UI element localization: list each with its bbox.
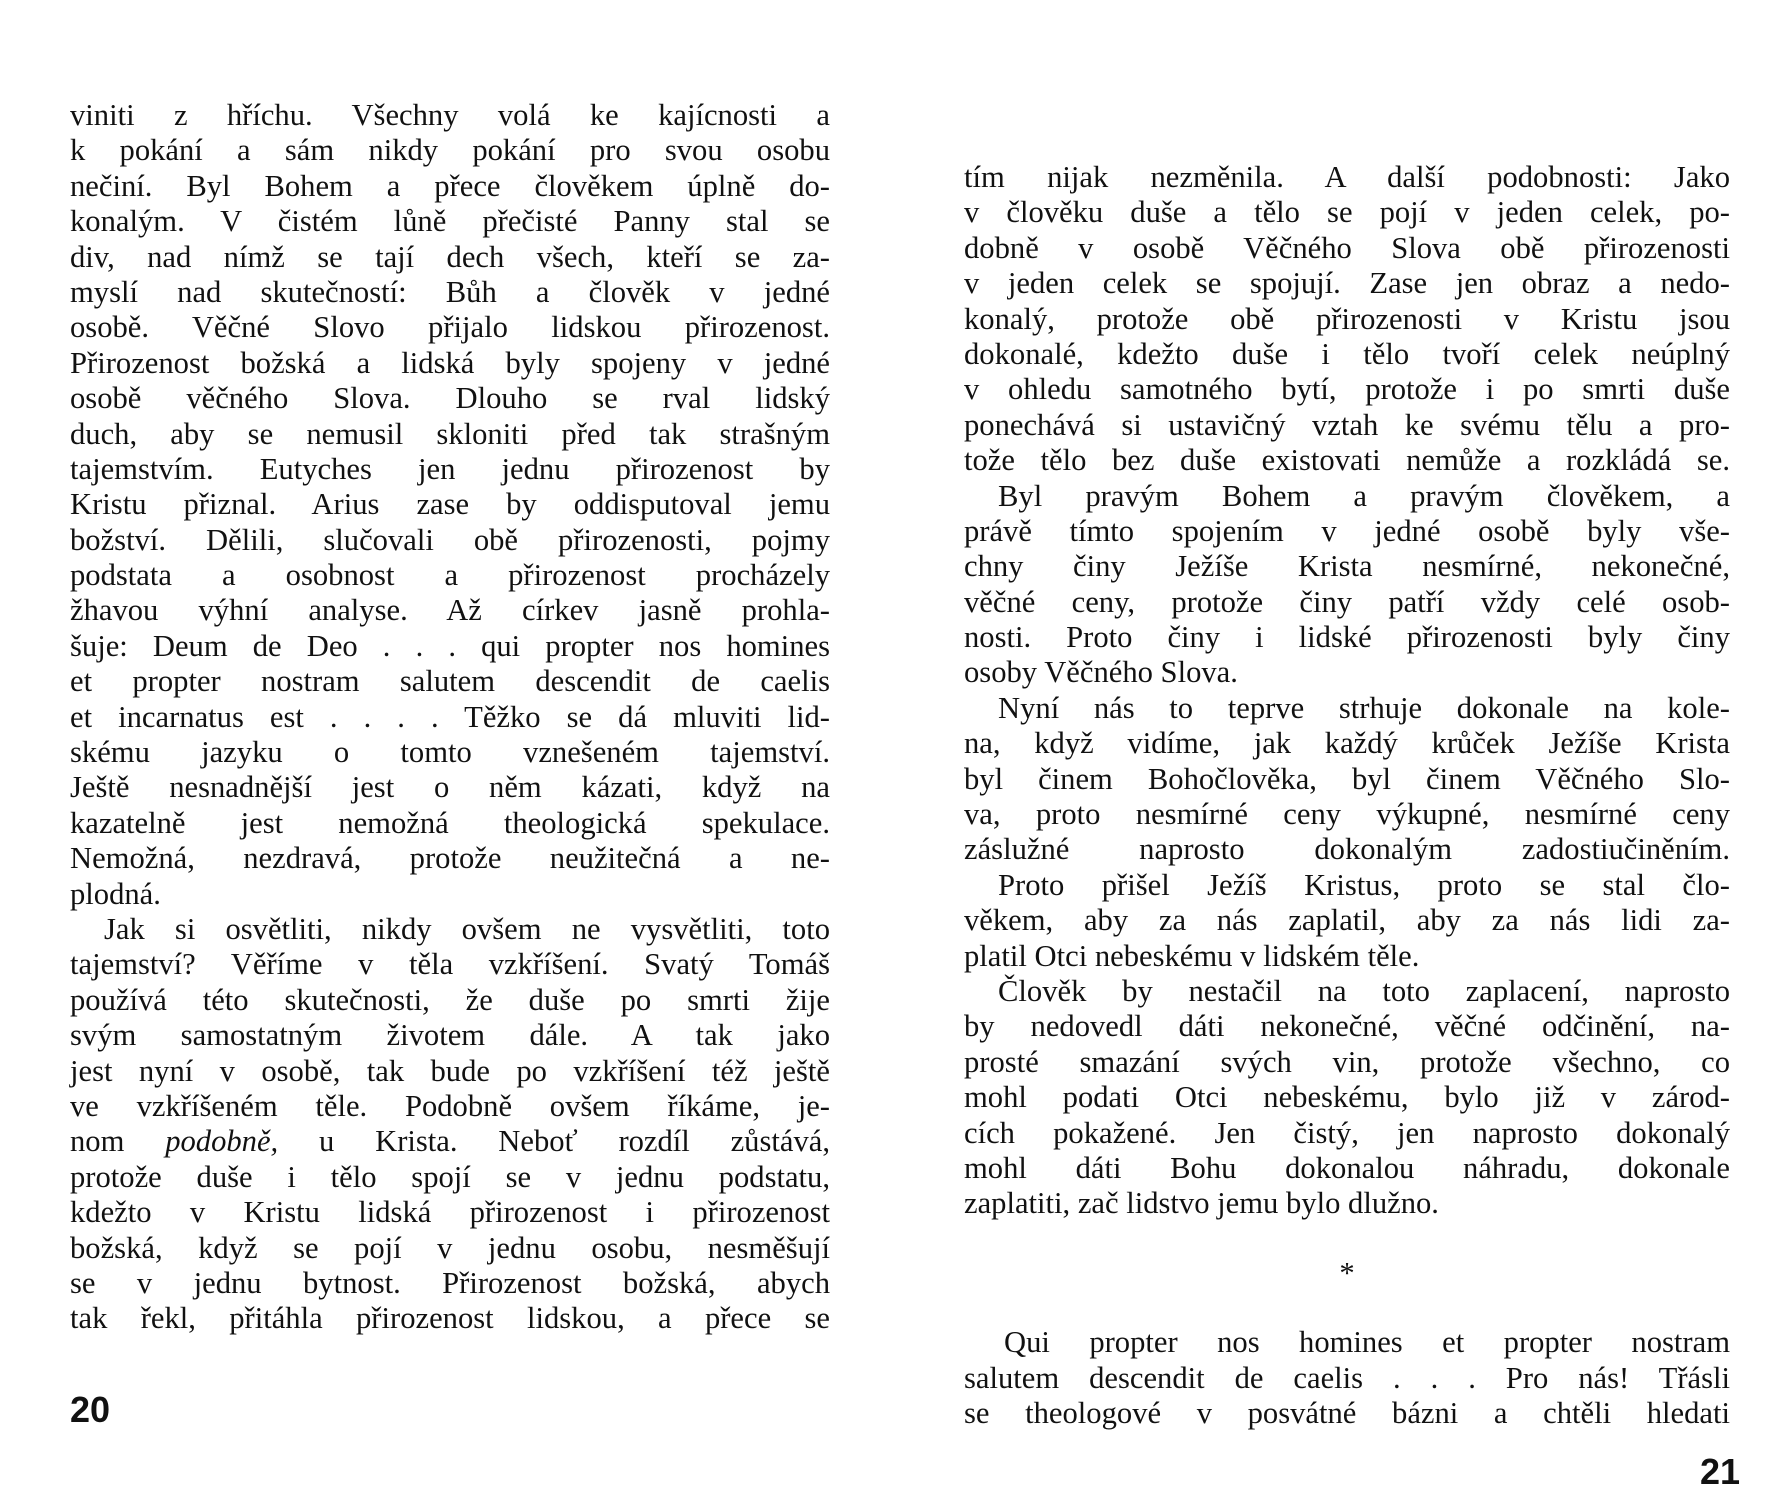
text-line: byl činem Bohočlověka, byl činem Věčného Slo- [964,761,1730,796]
text-line: mohl podati Otci nebeskému, bylo již v zárod- [964,1080,1730,1115]
text-line: myslí nad skutečností: Bůh a člověk v jedné [70,274,830,309]
text-line: osoby Věčného Slova. [964,655,1238,690]
left-page-text [70,98,830,1337]
text-line: Byl pravým Bohem a pravým člověkem, a [998,478,1730,513]
text-line: Člověk by nestačil na toto zaplacení, naprosto [998,973,1730,1008]
text-line: Proto přišel Ježíš Kristus, proto se stal člo- [998,867,1730,902]
text-line: by nedovedl dáti nekonečné, věčné odčinění, na- [964,1009,1730,1044]
text-line: se v jednu bytnost. Přirozenost božská, abych [70,1265,830,1300]
text-line: skému jazyku o tomto vznešeném tajemství. [70,735,830,770]
text-line: osobě. Věčné Slovo přijalo lidskou přirozenost. [70,310,830,345]
text-line-with-italic [70,1124,830,1159]
text-line: tajemství? Věříme v těla vzkříšení. Svatý Tomáš [70,947,830,982]
text-line: protože duše i tělo spojí se v jednu podstatu, [70,1159,830,1194]
text-line: Nemožná, nezdravá, protože neužitečná a ne- [70,841,830,876]
text-line: cích pokažené. Jen čistý, jen naprosto dokonalý [964,1115,1730,1150]
text-segment: u Krista. Neboť rozdíl zůstává, [278,1124,830,1159]
text-line: platil Otci nebeskému v lidském těle. [964,938,1420,973]
text-line: prosté smazání svých vin, protože všechno, co [964,1044,1730,1079]
text-line: zaplatiti, zač lidstvo jemu bylo dlužno. [964,1186,1439,1221]
section-separator: * [1339,1255,1355,1290]
text-line: božská, když se pojí v jednu osobu, nesměšují [70,1230,830,1265]
italic-word: podobně, [165,1124,279,1159]
text-line: právě tímto spojením v jedné osobě byly vše- [964,513,1730,548]
text-line: v ohledu samotného bytí, protože i po smrti duše [964,372,1730,407]
text-line: záslužné naprosto dokonalým zadostiučiněním. [964,832,1730,867]
text-line: chny činy Ježíše Krista nesmírné, nekonečné, [964,549,1730,584]
text-line: nosti. Proto činy i lidské přirozenosti byly činy [964,620,1730,655]
text-line: et incarnatus est . . . . Těžko se dá mluviti lid- [70,699,830,734]
text-line: Qui propter nos homines et propter nostram [1004,1325,1730,1360]
text-line: k pokání a sám nikdy pokání pro svou osobu [70,133,830,168]
text-line: tože tělo bez duše existovati nemůže a rozkládá se. [964,443,1730,478]
text-line: ponechává si ustavičný vztah ke svému tělu a pro- [964,407,1730,442]
text-line: tím nijak nezměnila. A další podobnosti: Jako [964,160,1730,194]
text-line: osobě věčného Slova. Dlouho se rval lidský [70,381,830,416]
text-line: salutem descendit de caelis . . . Pro nás! Třásli [964,1360,1730,1395]
text-line: Ještě nesnadnější jest o něm kázati, když na [70,770,830,805]
text-line: konalý, protože obě přirozenosti v Kristu jsou [964,301,1730,336]
text-line: nečiní. Byl Bohem a přece člověkem úplně do- [70,168,830,203]
text-line: používá této skutečnosti, že duše po smrti žije [70,982,830,1017]
text-line: Kristu přiznal. Arius zase by oddisputoval jemu [70,487,830,522]
text-line: kazatelně jest nemožná theologická spekulace. [70,805,830,840]
text-line: v jeden celek se spojují. Zase jen obraz a nedo- [964,266,1730,301]
text-line: dokonalé, kdežto duše i tělo tvoří celek neúplný [964,336,1730,371]
text-line: ve vzkříšeném těle. Podobně ovšem říkáme, je- [70,1088,830,1123]
page-number: 21 [1700,1451,1741,1492]
text-line: div, nad nímž se tají dech všech, kteří se za- [70,239,830,274]
text-line: podstata a osobnost a přirozenost procházely [70,558,830,593]
text-line: va, proto nesmírné ceny výkupné, nesmírné ceny [964,797,1730,832]
text-line: mohl dáti Bohu dokonalou náhradu, dokonale [964,1150,1730,1185]
right-page [894,0,1788,1500]
text-line: v člověku duše a tělo se pojí v jeden celek, po- [964,195,1730,230]
text-line: konalým. V čistém lůně přečisté Panny stal se [70,204,830,239]
text-line: věčné ceny, protože činy patří vždy celé osob- [964,584,1730,619]
text-line: Jak si osvětliti, nikdy ovšem ne vysvětliti, toto [104,911,830,946]
text-line: viniti z hříchu. Všechny volá ke kajícnosti a [70,98,830,132]
text-line: šuje: Deum de Deo . . . qui propter nos homines [70,628,830,663]
text-line: jest nyní v osobě, tak bude po vzkříšení též ještě [70,1053,830,1088]
text-line: dobně v osobě Věčného Slova obě přirozenosti [964,230,1730,265]
text-line: plodná. [70,876,161,911]
text-line: svým samostatným životem dále. A tak jako [70,1018,830,1053]
text-line: božství. Dělili, slučovali obě přirozenosti, pojmy [70,522,830,557]
text-line: et propter nostram salutem descendit de caelis [70,664,830,699]
spacer [964,1222,1730,1256]
page-number: 20 [70,1389,111,1430]
text-line: tak řekl, přitáhla přirozenost lidskou, a přece se [70,1301,830,1336]
text-line: věkem, aby za nás zaplatil, aby za nás lidi za- [964,903,1730,938]
text-line: Přirozenost božská a lidská byly spojeny v jedné [70,345,830,380]
text-line: duch, aby se nemusil skloniti před tak strašným [70,416,830,451]
text-line: Nyní nás to teprve strhuje dokonale na kole- [998,690,1730,725]
right-page-text [964,160,1730,1431]
spacer [964,1291,1730,1325]
text-line: na, když vidíme, jak každý krůček Ježíše Krista [964,726,1730,761]
text-segment: nom [70,1124,166,1159]
text-line: se theologové v posvátné bázni a chtěli hledati [964,1395,1730,1430]
text-line: kdežto v Kristu lidská přirozenost i přirozenost [70,1195,830,1230]
text-line: žhavou výhní analyse. Až církev jasně prohla- [70,593,830,628]
text-line: tajemstvím. Eutyches jen jednu přirozenost by [70,451,830,486]
